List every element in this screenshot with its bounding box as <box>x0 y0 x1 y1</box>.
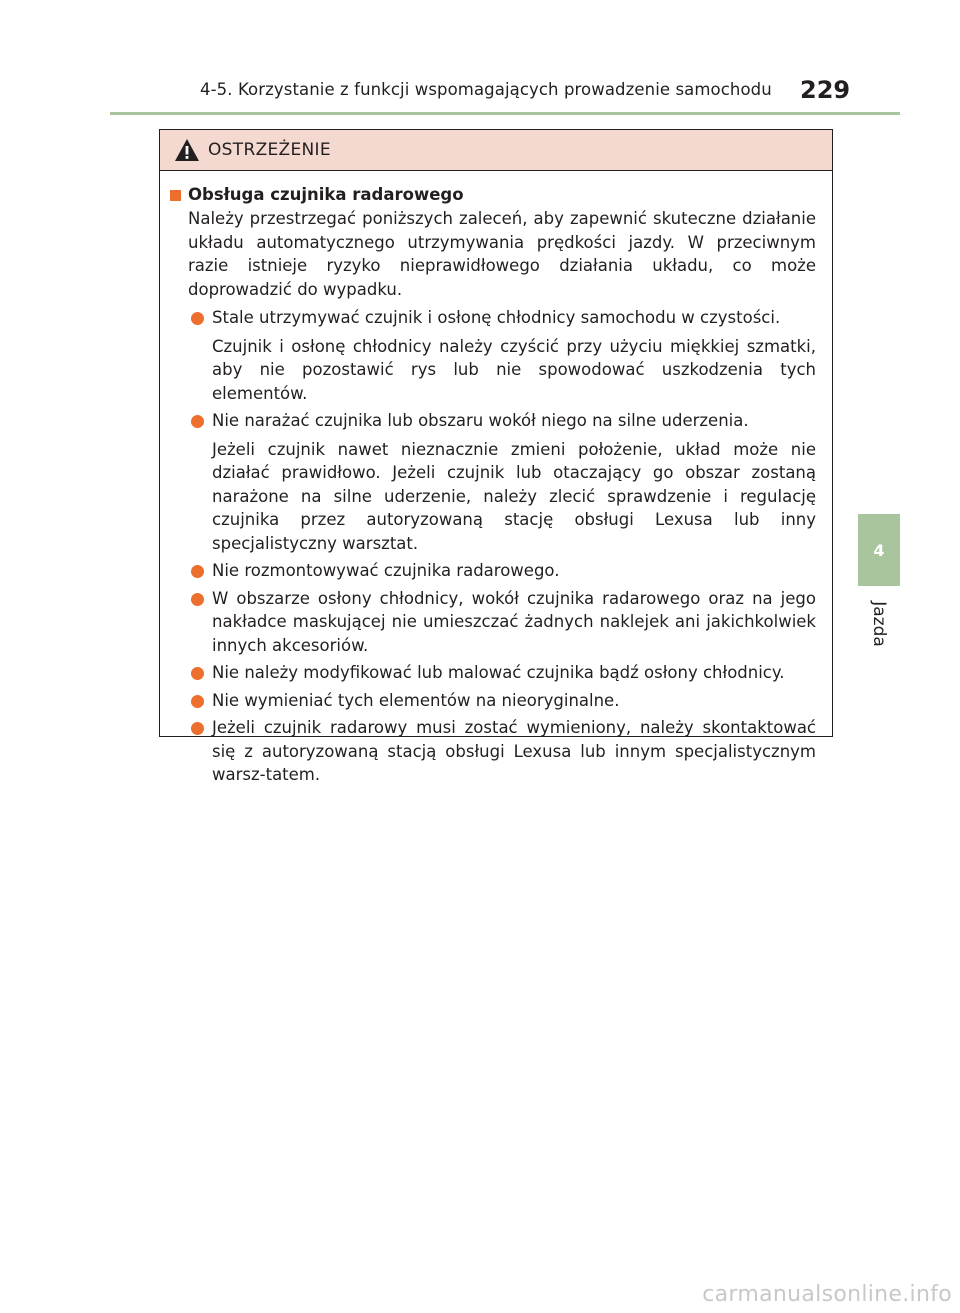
list-item <box>188 689 816 713</box>
bullet-text: Nie narażać czujnika lub obszaru wokół niego na silne uderzenia. <box>212 411 749 430</box>
bullet-dot-icon <box>191 415 204 428</box>
list-item <box>188 587 816 658</box>
bullet-dot-icon <box>191 695 204 708</box>
bullet-dot-icon <box>191 593 204 606</box>
bullet-text: Nie wymieniać tych elementów na nieoryginalne. <box>212 690 620 710</box>
running-header: 4-5. Korzystanie z funkcji wspomagających prowadzenie samochodu <box>200 80 772 99</box>
page-number: 229 <box>800 76 851 104</box>
list-item <box>188 306 816 405</box>
section-heading-text: Obsługa czujnika radarowego <box>188 185 464 204</box>
warning-header <box>160 130 832 171</box>
warning-triangle-icon <box>174 138 200 162</box>
bullet-text: Jeżeli czujnik radarowy musi zostać wymieniony, należy skontaktować się z autoryzowaną stacją obsługi Lexusa lub innym specjalistycznym warsz-tatem. <box>212 718 816 784</box>
bullet-dot-icon <box>191 312 204 325</box>
bullet-text: Nie należy modyfikować lub malować czujnika bądź osłony chłodnicy. <box>212 663 785 682</box>
chapter-number: 4 <box>873 540 885 560</box>
bullet-subtext: Jeżeli czujnik nawet nieznacznie zmieni położenie, układ może nie działać prawidłowo. Jeżeli czujnik lub otaczający go obszar zostaną narażone na silne uderzenie, należy zlecić sprawdzenie i regulację czujnika przez autoryzowaną stację obsługi Lexusa lub inny specjalistyczny warsztat. <box>212 439 816 553</box>
bullet-text: Nie rozmontowywać czujnika radarowego. <box>212 561 560 580</box>
watermark: carmanualsonline.info <box>702 1282 952 1307</box>
chapter-tab[interactable] <box>858 514 900 586</box>
warning-title: OSTRZEŻENIE <box>208 140 331 160</box>
bullet-dot-icon <box>191 722 204 735</box>
bullet-dot-icon <box>191 565 204 578</box>
list-item <box>188 559 816 583</box>
chapter-label-text: Jazda <box>869 601 890 647</box>
bullet-list <box>188 306 816 787</box>
square-bullet-icon <box>170 190 181 201</box>
bullet-dot-icon <box>191 667 204 680</box>
bullet-text: W obszarze osłony chłodnicy, wokół czujnika radarowego oraz na jego nakładce maskującej nie umieszczać żadnych naklejek ani jakichkolwiek innych akcesoriów. <box>212 588 816 655</box>
list-item <box>188 661 816 685</box>
intro-paragraph: Należy przestrzegać poniższych zaleceń, aby zapewnić skuteczne działanie układu automatycznego utrzymywania prędkości jazdy. W przeciwnym razie istnieje ryzyko nieprawidłowego działania układu, co może doprowadzić do wypadku. <box>188 209 816 299</box>
warning-body <box>160 171 832 787</box>
chapter-label <box>866 594 892 654</box>
list-item <box>188 409 816 555</box>
section-heading <box>170 183 816 207</box>
bullet-text: Stale utrzymywać czujnik i osłonę chłodnicy samochodu w czystości. <box>212 308 781 327</box>
header-divider <box>110 112 900 115</box>
warning-box <box>159 129 833 784</box>
list-item <box>188 716 816 787</box>
bullet-subtext: Czujnik i osłonę chłodnicy należy czyścić przy użyciu miękkiej szmatki, aby nie pozostawić rys lub nie spowodować uszkodzenia tych elementów. <box>212 336 816 403</box>
